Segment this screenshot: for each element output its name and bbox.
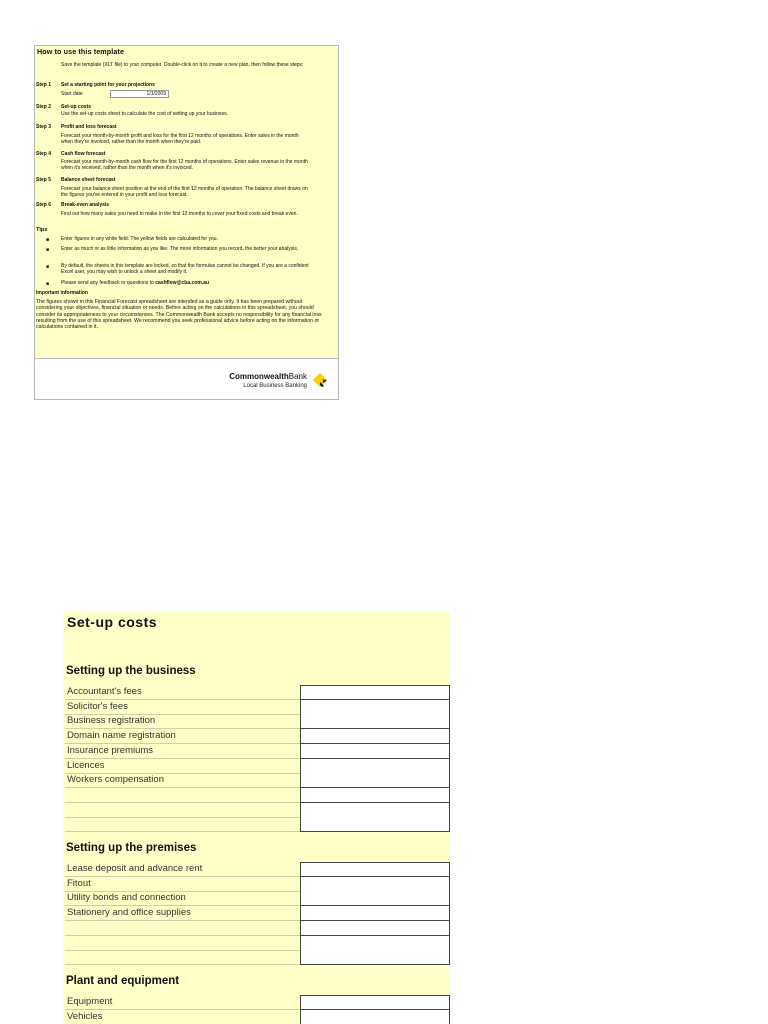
cost-row <box>65 817 450 832</box>
important-text: The figures shown in this Financial Forecast spreadsheet are intended as a guide only. It has been prepared without considering your objectives, financial situation or needs. Before acting on the calculations in this spreadsheet, you should consider its appropriateness to your circumstances. The Commonwealth Bank accepts no responsibility for any financial loss resulting from the use of this spreadsheet. We recommend you seek professional advice before acting on the information or calculations contained in it. <box>36 299 322 331</box>
cost-label <box>65 803 300 818</box>
cost-value-input[interactable] <box>300 803 450 818</box>
step-5-text: Forecast your balance sheet position at the end of the first 12 months of operation. The balance sheet draws on the figures you've entered in your profit and loss forecast. <box>61 186 308 198</box>
setup-costs-sheet <box>63 611 450 1024</box>
tip-1: Enter figures in any white field. The yellow fields are calculated for you. <box>61 236 218 242</box>
feedback-prefix: Please send any feedback or questions to <box>61 280 156 286</box>
step-6-label: Step 6 <box>36 202 52 208</box>
cost-label: Utility bonds and connection <box>65 891 300 906</box>
tips-heading: Tips <box>36 227 48 233</box>
cost-label <box>65 921 300 936</box>
cost-label: Business registration <box>65 714 300 729</box>
cost-label <box>65 817 300 832</box>
cost-row <box>65 788 450 803</box>
step-2-label: Step 2 <box>36 104 52 110</box>
cost-row <box>65 995 450 1010</box>
cost-row <box>65 862 450 877</box>
cost-value-input[interactable] <box>300 788 450 803</box>
cost-row <box>65 950 450 965</box>
cost-label: Workers compensation <box>65 773 300 788</box>
step-4-text: Forecast your month-by-month cash flow for the first 12 months of operations. Enter sales revenue in the month when it's received, rather than the month when it's invoiced. <box>61 159 308 171</box>
cost-value-input[interactable] <box>300 995 450 1010</box>
cost-value-input[interactable] <box>300 759 450 774</box>
logo-subtitle: Local Business Banking <box>243 383 307 389</box>
cost-value-input[interactable] <box>300 744 450 759</box>
step-4-label: Step 4 <box>36 151 52 157</box>
cost-label: Lease deposit and advance rent <box>65 862 300 877</box>
tip-3: By default, the sheets in this template are locked, so that the formulas cannot be changed. If you are a confident Excel user, you may wish to unlock a sheet and modify it. <box>61 263 309 275</box>
cost-value-input[interactable] <box>300 906 450 921</box>
cost-label: Fitout <box>65 877 300 892</box>
cost-row <box>65 936 450 951</box>
how-to-use-sheet <box>34 45 339 400</box>
cost-row <box>65 773 450 788</box>
section-heading: Setting up the business <box>66 665 196 677</box>
cost-row <box>65 921 450 936</box>
tip-3-bullet-icon: ■ <box>46 264 50 270</box>
step-5-label: Step 5 <box>36 177 52 183</box>
cost-row <box>65 891 450 906</box>
cost-value-input[interactable] <box>300 729 450 744</box>
step-3-label: Step 3 <box>36 124 52 130</box>
cost-value-input[interactable] <box>300 921 450 936</box>
cost-value-input[interactable] <box>300 1010 450 1024</box>
cost-value-input[interactable] <box>300 862 450 877</box>
start-date-label: Start date <box>61 91 83 97</box>
tip-2: Enter as much or as little information as you like. The more information you record, the better your analysis. <box>61 246 299 252</box>
diamond-logo-icon <box>313 373 327 387</box>
tip-2-bullet-icon: ■ <box>46 247 50 253</box>
cost-value-input[interactable] <box>300 685 450 700</box>
cost-row <box>65 744 450 759</box>
cost-row <box>65 803 450 818</box>
step-1-heading: Set a starting point for your projections <box>61 82 155 88</box>
step-6-heading: Break-even analysis <box>61 202 110 208</box>
cost-value-input[interactable] <box>300 936 450 951</box>
step-6-text: Find out how many sales you need to make in the first 12 months to cover your fixed costs and break even. <box>61 211 298 217</box>
commonwealth-bank-logo <box>185 372 335 394</box>
cost-label: Equipment <box>65 995 300 1010</box>
feedback-email-link[interactable]: cashflow@cba.com.au <box>155 280 210 286</box>
cost-label: Licences <box>65 759 300 774</box>
step-4-heading: Cash flow forecast <box>61 151 106 157</box>
step-3-heading: Profit and loss forecast <box>61 124 117 130</box>
cost-row <box>65 1010 450 1024</box>
cost-label: Accountant's fees <box>65 685 300 700</box>
setup-costs-title: Set-up costs <box>67 614 158 630</box>
cost-label <box>65 936 300 951</box>
step-2-text: Use the set-up costs sheet to calculate the cost of setting up your business. <box>61 111 229 117</box>
cost-value-input[interactable] <box>300 714 450 729</box>
cost-value-input[interactable] <box>300 773 450 788</box>
guide-intro: Save the template (XLT file) to your computer. Double-click on it to create a new plan, then follow these steps: <box>61 62 304 68</box>
cost-label: Solicitor's fees <box>65 700 300 715</box>
cost-value-input[interactable] <box>300 891 450 906</box>
step-1-label: Step 1 <box>36 82 52 88</box>
cost-label: Stationery and office supplies <box>65 906 300 921</box>
cost-row <box>65 906 450 921</box>
tip-1-bullet-icon: ■ <box>46 237 50 243</box>
cost-row <box>65 759 450 774</box>
section-heading: Setting up the premises <box>66 842 197 854</box>
guide-panel <box>35 46 338 359</box>
cost-row <box>65 700 450 715</box>
cost-label: Vehicles <box>65 1010 300 1024</box>
cost-value-input[interactable] <box>300 700 450 715</box>
cost-row <box>65 714 450 729</box>
cost-row <box>65 685 450 700</box>
cost-value-input[interactable] <box>300 950 450 965</box>
cost-label <box>65 788 300 803</box>
step-3-text: Forecast your month-by-month profit and loss for the first 12 months of operations. Enter sales in the month when they're invoiced, rather than the month when they're paid. <box>61 133 299 145</box>
step-2-heading: Set-up costs <box>61 104 92 110</box>
guide-title: How to use this template <box>37 47 125 56</box>
tip-4-bullet-icon: ■ <box>46 281 50 287</box>
important-heading: Important information <box>36 290 88 296</box>
logo-wordmark: CommonwealthBank <box>229 372 307 381</box>
step-5-heading: Balance sheet forecast <box>61 177 116 183</box>
cost-row <box>65 729 450 744</box>
cost-label: Domain name registration <box>65 729 300 744</box>
cost-value-input[interactable] <box>300 877 450 892</box>
cost-label <box>65 950 300 965</box>
cost-row <box>65 877 450 892</box>
cost-label: Insurance premiums <box>65 744 300 759</box>
tip-4 <box>61 280 209 286</box>
start-date-input[interactable]: 1/1/2009 <box>110 90 169 98</box>
cost-value-input[interactable] <box>300 817 450 832</box>
section-heading: Plant and equipment <box>66 974 180 987</box>
